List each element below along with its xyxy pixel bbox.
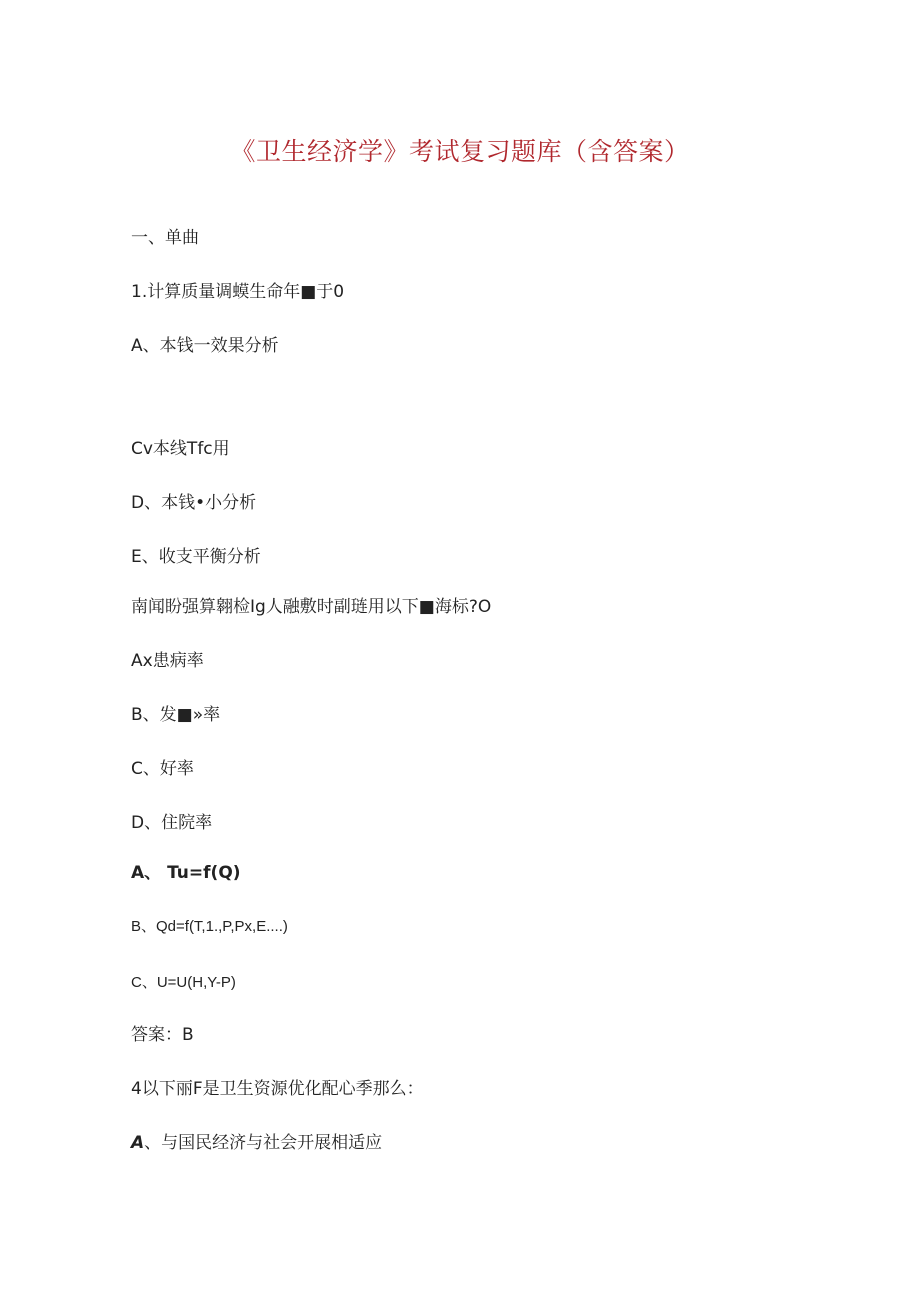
option-a: Ax患病率: [131, 651, 204, 671]
option-letter: A: [131, 1133, 145, 1153]
formula-option-c: C、U=U(H,Y-P): [131, 974, 236, 991]
option-d: D、本钱•小分析: [131, 493, 257, 513]
option-c: Cv本线Tfc用: [131, 439, 230, 459]
question-2: 南闻盼强算翱检Ig人融敷时副琏用以下■海标?O: [131, 597, 492, 617]
formula-option-b: B、Qd=f(T,1.,P,Px,E....): [131, 918, 288, 935]
answer-line: 答案：B: [131, 1025, 194, 1045]
option-text: 、与国民经济与社会开展相适应: [144, 1133, 383, 1153]
question-1: 1.计算质量调蟆生命年■于0: [131, 282, 345, 302]
option-a: [131, 1132, 382, 1154]
option-b: B、发■»率: [131, 705, 221, 725]
option-d: D、住院率: [131, 813, 213, 833]
section-heading: 一、单曲: [131, 228, 199, 248]
document-title: 《卫生经济学》考试复习题库（含答案）: [230, 137, 690, 166]
option-e: E、收支平衡分析: [131, 547, 261, 567]
formula-option-a: A、 Tu=f(Q): [131, 863, 241, 883]
option-c: C、好率: [131, 759, 194, 779]
question-4: 4以下丽F是卫生资源优化配心季那么：: [131, 1079, 424, 1099]
option-a: A、本钱一效果分析: [131, 336, 279, 356]
